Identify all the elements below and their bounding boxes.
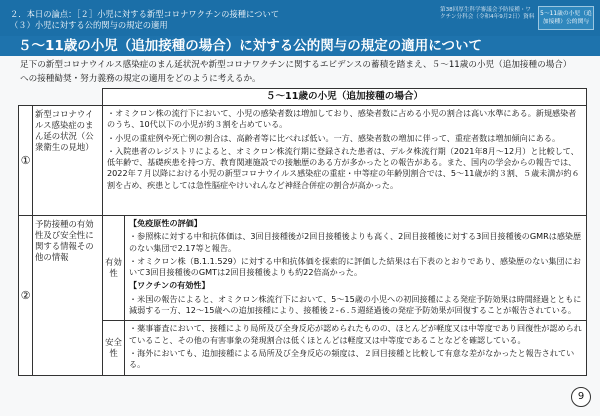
topic-badge: 5～11歳の小児（追加接種）公的関与	[538, 6, 594, 30]
row-label-spread: 新型コロナウイルス感染症のまん延の状況（公衆衛生の見地）	[33, 106, 103, 216]
bullet-registry: ・入院患者のレジストリによると、オミクロン株流行期に登録された患者は、デルタ株流行期（2021年8月～12月）と比較して、低年齢で、基礎疾患を持つ方、教育関連施設での接触歴のある方が多かったとの報告がある。また、国内の学会からの報告では、2022年７月以降における小児の新型コロナウイルス感染症の重症・中等症の年齢別割合では、5～11歳が約３割、５歳未満が約６割を占め、疾患としては急性脳症やけいれんなど神経合併症の割合が高かった。	[107, 145, 580, 190]
header-subtopic: （３）小児に対する公的関与の規定の適用	[10, 20, 168, 30]
safety-label: 安全性	[103, 321, 125, 375]
bullet-overseas-report: ・海外においても、追加接種による局所及び全身反応の頻度は、２回目接種と比較して有意な差がなかったと報告されている。	[129, 347, 575, 370]
header-blank	[19, 89, 103, 106]
page-number: 9	[571, 387, 591, 407]
header-topic: ２．本日の論点：［２］小児に対する新型コロナワクチンの接種について	[10, 9, 280, 19]
spread-content	[103, 106, 587, 216]
effectiveness-heading: 【ワクチンの有効性】	[129, 280, 210, 291]
bullet-case-ratio: ・オミクロン株の流行下において、小児の感染者数は増加しており、感染者数に占める小児の割合は高い水準にある。新規感染者のうち、10代以下の小児が約３割を占めている。	[107, 108, 577, 130]
bullet-neutralizing-antibody: ・参照株に対する中和抗体価は、3回目接種後が2回目接種後よりも高く、2回目接種後に対する3回目接種後のGMRは感染歴のない集団で2.17等と報告。	[129, 231, 582, 253]
bullet-omicron-antibody: ・オミクロン株（B.1.1.529）に対する中和抗体価を探索的に評価した結果は右下表のとおりであり、感染歴のない集団において3回目接種後のGMTは2回目接種後よりも約22倍高かった。	[129, 255, 581, 278]
safety-content	[125, 321, 587, 375]
bullet-severe-cases: ・小児の重症例や死亡例の割合は、高齢者等に比べれば低い。一方、感染者数の増加に伴って、重症者数は増加傾向にある。	[107, 132, 561, 143]
efficacy-label: 有効性	[103, 216, 125, 321]
policy-table	[18, 88, 587, 376]
intro-text: 足下の新型コロナウイルス感染症のまん延状況や新型コロナワクチンに関するエビデンスの蓄積を踏まえ、５～11歳の小児（追加接種の場合）への接種勧奨・努力義務の規定の適用をどのように考えるか。	[20, 60, 572, 84]
page-title: ５～11歳の小児（追加接種の場合）に対する公的関与の規定の適用について	[0, 36, 600, 56]
row-label-efficacy-safety: 予防接種の有効性及び安全性に関する情報その他の情報	[33, 216, 103, 376]
header-bar	[0, 0, 600, 36]
efficacy-content	[125, 216, 587, 321]
bullet-us-report: ・米国の報告によると、オミクロン株流行下において、5～15歳の小児への初回接種による発症予防効果は時間経過とともに減弱する一方、12～15歳への追加接種により、接種後２-６.５週経過後の発症予防効果が回復することが報告されている。	[129, 293, 582, 316]
table-header: ５～11歳の小児（追加接種の場合）	[103, 89, 587, 106]
immunogenicity-heading: 【免疫原性の評価】	[129, 218, 202, 228]
row-number-1: ①	[19, 106, 33, 216]
source-note: 第38回厚生科学審議会予防接種・ワクチン分科会（令和4年9月2日）資料	[440, 7, 535, 20]
row-number-2: ②	[19, 216, 33, 376]
bullet-regulatory-review: ・薬事審査において、接種により局所及び全身反応が認められたものの、ほとんどが軽度又は中等度であり回復性が認められていること、その他の有害事象の発現割合は低くほとんどは軽度又は中等度であることなどを確認している。	[129, 323, 582, 345]
